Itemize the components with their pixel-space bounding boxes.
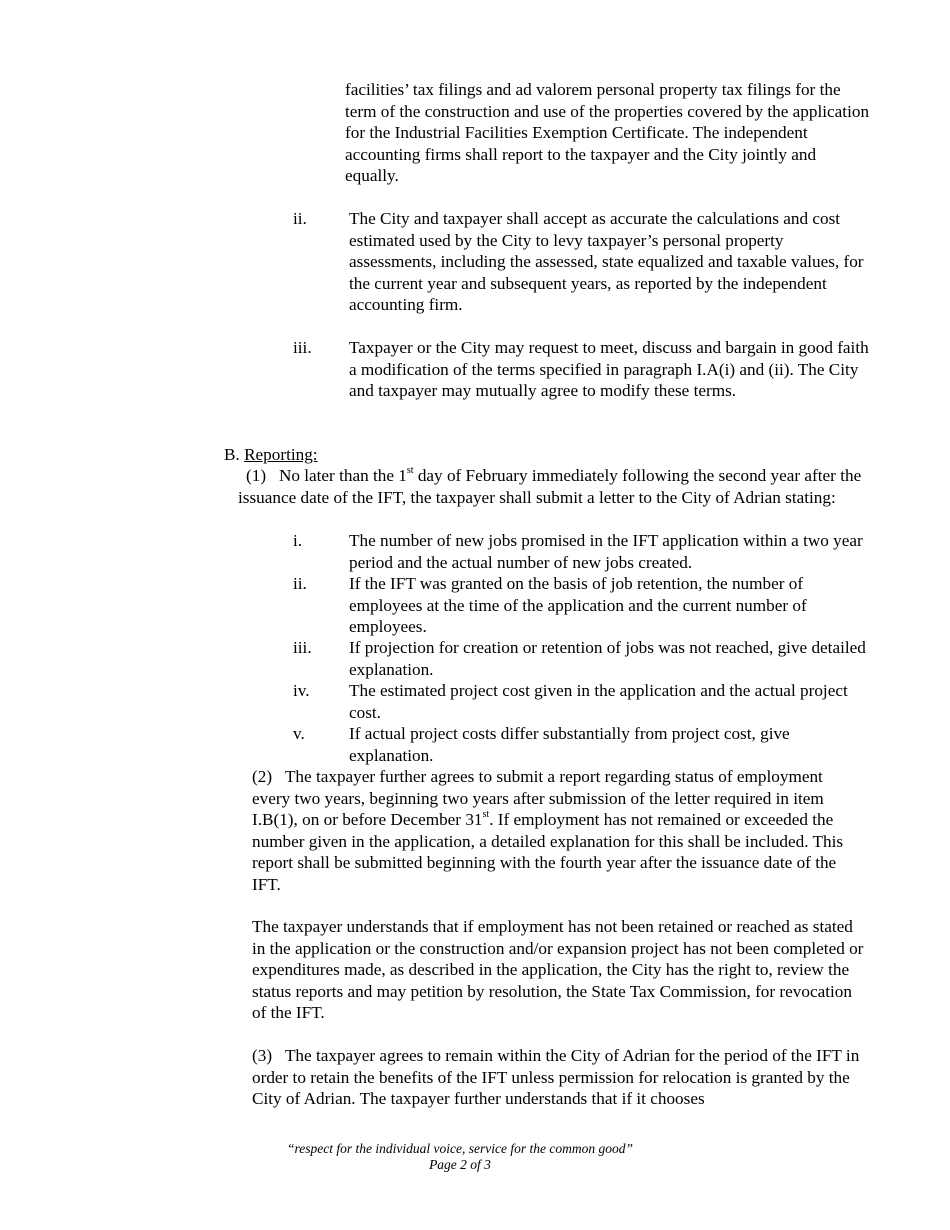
paragraph-text: The taxpayer agrees to remain within the City of Adrian for the period of the IFT in order to retain the benefits of the IFT unless permission for relocation is granted by the City of Adrian. The taxpayer further understands that if it chooses	[252, 1046, 860, 1108]
list-item-label: ii.	[293, 574, 307, 593]
paragraph-text: No later than the 1	[278, 466, 407, 485]
list-item-text: If the IFT was granted on the basis of job retention, the number of employees at the time of the application and the current number of employees.	[349, 574, 807, 636]
paragraph-1	[238, 465, 868, 508]
list-item-text: The City and taxpayer shall accept as accurate the calculations and cost estimated used by the City to levy taxpayer’s personal property assessments, including the assessed, state equalized and taxable values, for the current year and subsequent years, as reported by the independent accounting firm.	[349, 209, 864, 314]
paragraph-2	[252, 766, 864, 895]
superscript: st	[482, 809, 490, 821]
paragraph-number: (2)	[252, 767, 273, 786]
footer-motto: “respect for the individual voice, service for the common good”	[287, 1141, 633, 1156]
list-item-label: ii.	[293, 209, 307, 228]
paragraph-number: (1)	[246, 466, 267, 485]
paragraph-understands: The taxpayer understands that if employment has not been retained or reached as stated in the application or the construction and/or expansion project has not been completed or expenditures made, as described in the application, the City has the right to, review the status reports and may petition by resolution, the State Tax Commission, for revocation of the IFT.	[252, 917, 864, 1022]
paragraph-text: . If employment has not remained or exceeded the number given in the application, a detailed explanation for this shall be included. This report shall be submitted beginning with the fourth year after the issuance date of the IFT.	[252, 810, 844, 894]
list-item-text: If actual project costs differ substantially from project cost, give explanation.	[349, 724, 790, 765]
list-item-text: If projection for creation or retention of jobs was not reached, give detailed explanation.	[349, 638, 866, 679]
list-item-label: iv.	[293, 681, 310, 700]
paragraph-text: day of February immediately following the second year after the issuance date of the IFT, the taxpayer shall submit a letter to the City of Adrian stating:	[238, 466, 862, 507]
list-item-text: The number of new jobs promised in the IFT application within a two year period and the actual number of new jobs created.	[349, 531, 863, 572]
list-item-label: v.	[293, 724, 305, 743]
paragraph-3	[252, 1045, 866, 1110]
section-letter: B.	[224, 445, 240, 464]
paragraph-text: The taxpayer further agrees to submit a report regarding status of employment every two years, beginning two years after submission of the letter required in item I.B(1), on or before December 31	[252, 767, 824, 829]
list-item-label: iii.	[293, 638, 312, 657]
list-item-label: iii.	[293, 338, 312, 357]
footer	[280, 1141, 640, 1173]
section-b-heading	[224, 444, 318, 466]
list-item-text: The estimated project cost given in the application and the actual project cost.	[349, 681, 848, 722]
list-item-text: Taxpayer or the City may request to meet, discuss and bargain in good faith a modification of the terms specified in paragraph I.A(i) and (ii). The City and taxpayer may mutually agree to modify these terms.	[349, 338, 869, 400]
section-title: Reporting:	[244, 445, 318, 464]
list-item-label: i.	[293, 531, 303, 550]
paragraph-number: (3)	[252, 1046, 273, 1065]
page-number: Page 2 of 3	[429, 1157, 491, 1172]
superscript: st	[406, 465, 414, 477]
continuation-paragraph: facilities’ tax filings and ad valorem personal property tax filings for the term of the construction and use of the properties covered by the application for the Industrial Facilities Exemption Certificate. The independent accounting firms shall report to the taxpayer and the City jointly and equally.	[345, 80, 870, 185]
